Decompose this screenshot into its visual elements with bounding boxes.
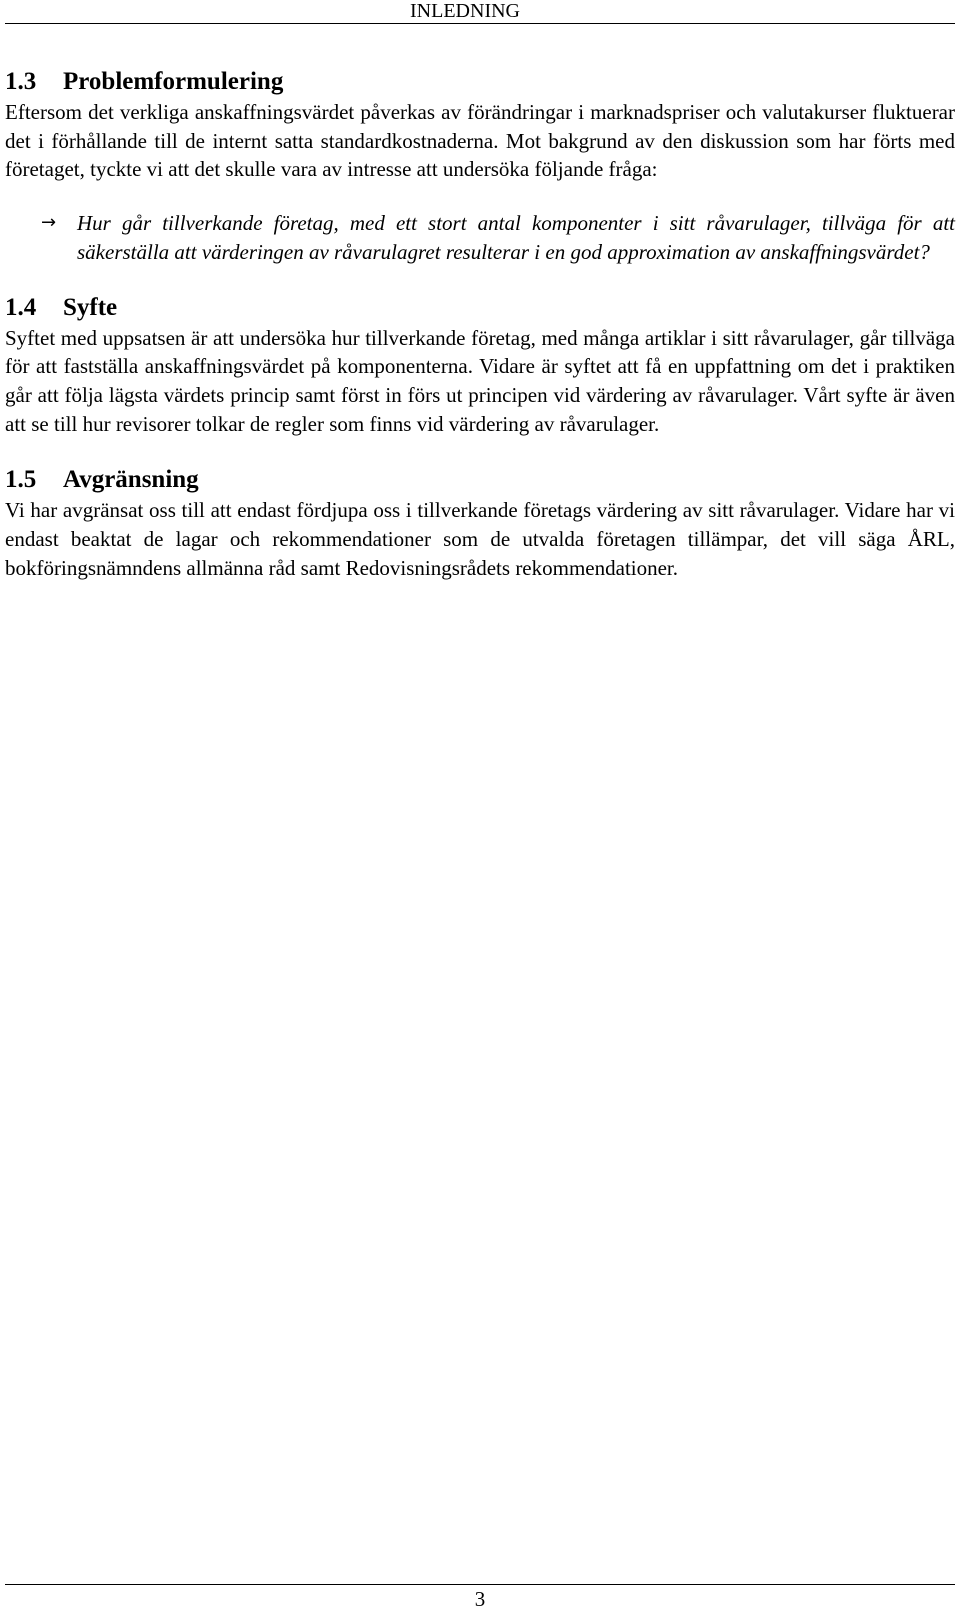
section-title: Syfte: [63, 293, 118, 321]
section-heading: [5, 66, 955, 98]
research-question-text: Hur går tillverkande företag, med ett stort antal komponenter i sitt råvarulager, tillväga för att säkerställa att värderingen av råvarulagret resulterar i en god approximation av anskaffningsvärdet?: [77, 211, 955, 264]
section-problemformulering: [5, 66, 955, 267]
section-paragraph: Vi har avgränsat oss till att endast fördjupa oss i tillverkande företags värdering av sitt råvarulager. Vidare har vi endast beaktat de lagar och rekommendationer som de utvalda företagen tillämpar, det vill säga ÅRL, bokföringsnämndens allmänna råd samt Redovisningsrådets rekommendationer.: [5, 498, 955, 580]
section-paragraph: Syftet med uppsatsen är att undersöka hur tillverkande företag, med många artiklar i sitt råvarulager, går tillväga för att fastställa anskaffningsvärdet på komponenterna. Vidare är syftet att få en uppfattning om det i praktiken går att följa lägsta värdets princip samt först in förs ut principen vid värdering av råvarulager. Vårt syfte är även att se till hur revisorer tolkar de regler som finns vid värdering av råvarulager.: [5, 325, 955, 436]
section-heading: [5, 464, 955, 496]
page-number: 3: [474, 1587, 486, 1611]
running-title: INLEDNING: [410, 0, 520, 22]
section-number: 1.4: [5, 293, 37, 321]
page-footer: [0, 1584, 960, 1613]
section-number: 1.3: [5, 68, 37, 95]
arrow-right-icon: →: [41, 212, 57, 234]
section-syfte: [5, 292, 955, 439]
research-question: [41, 209, 955, 266]
page-content: [5, 66, 955, 582]
running-header: [0, 0, 960, 24]
header-rule: [5, 23, 955, 24]
footer-rule: [5, 1584, 955, 1585]
section-heading: [5, 292, 955, 324]
section-paragraph: Eftersom det verkliga anskaffningsvärdet påverkas av förändringar i marknadspriser och valutakurser fluktuerar det i förhållande till de internt satta standardkostnaderna. Mot bakgrund av den diskussion som har förts med företaget, tyckte vi att det skulle vara av intresse att undersöka följande fråga:: [5, 100, 955, 182]
section-title: Avgränsning: [63, 466, 199, 494]
section-title: Problemformulering: [63, 68, 284, 95]
section-avgransning: [5, 464, 955, 582]
section-number: 1.5: [5, 466, 37, 494]
